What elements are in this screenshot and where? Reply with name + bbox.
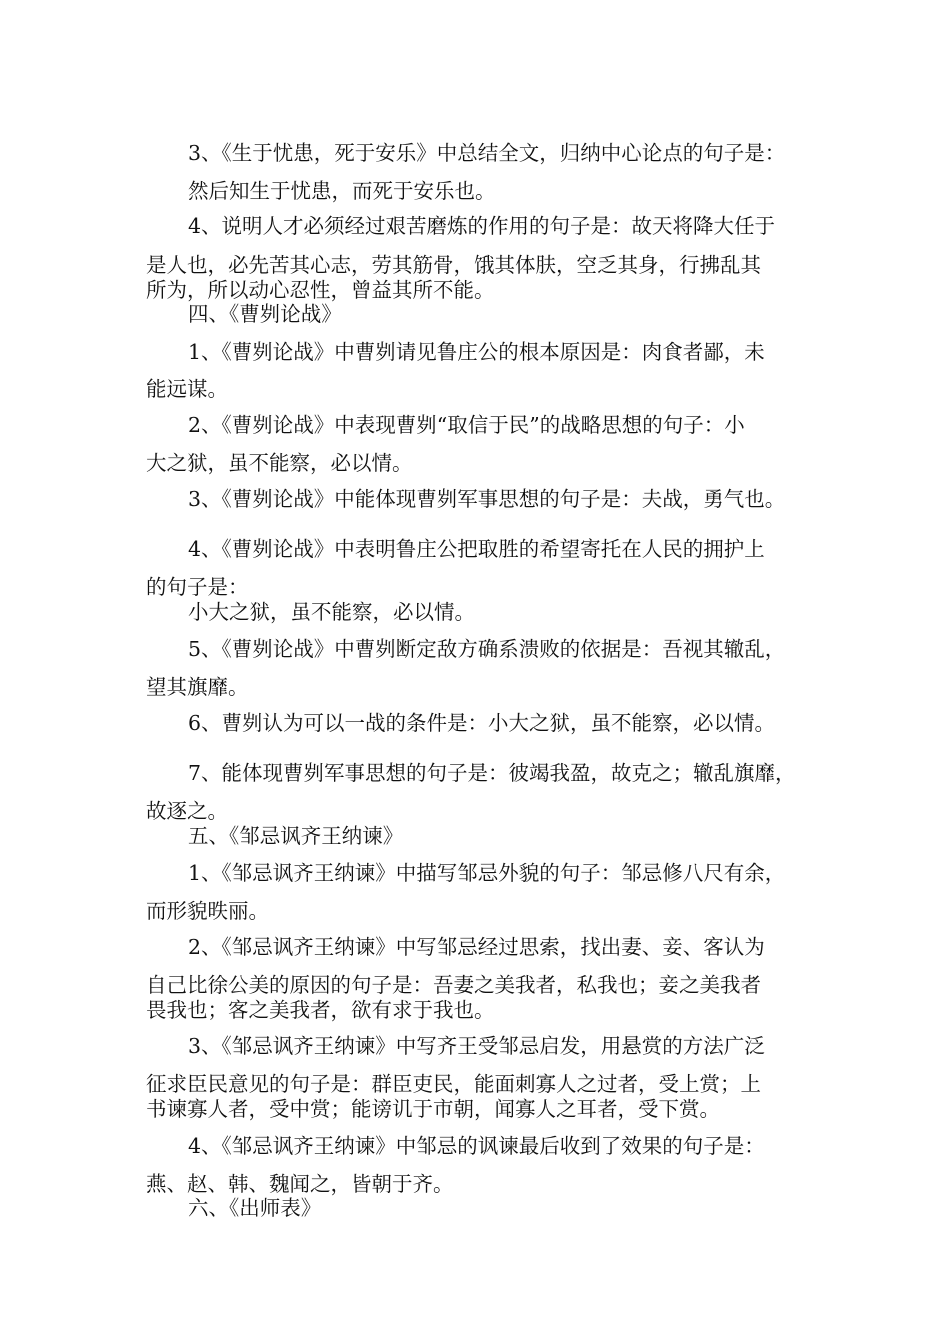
section-heading: 四、《曹刿论战》 — [188, 302, 342, 326]
paragraph-line: 1、《曹刿论战》中曹刿请见鲁庄公的根本原因是：肉食者鄙，未 — [188, 340, 765, 364]
section-heading: 六、《出师表》 — [188, 1196, 322, 1220]
paragraph-line: 然后知生于忧患，而死于安乐也。 — [188, 179, 496, 203]
paragraph-line: 能远谋。 — [146, 377, 228, 401]
paragraph-line: 所为，所以动心忍性，曾益其所不能。 — [146, 278, 495, 302]
paragraph-line: 4、《邹忌讽齐王纳谏》中邹忌的讽谏最后收到了效果的句子是： — [188, 1134, 765, 1158]
paragraph-line: 3、《生于忧患，死于安乐》中总结全文，归纳中心论点的句子是： — [188, 141, 786, 165]
paragraph-line: 3、《曹刿论战》中能体现曹刿军事思想的句子是：夫战，勇气也。 — [188, 487, 786, 511]
paragraph-line: 燕、赵、韩、魏闻之，皆朝于齐。 — [146, 1172, 454, 1196]
paragraph-line: 4、说明人才必须经过艰苦磨炼的作用的句子是：故天将降大任于 — [188, 214, 776, 238]
paragraph-line: 书谏寡人者，受中赏；能谤讥于市朝，闻寡人之耳者，受下赏。 — [146, 1097, 720, 1121]
paragraph-line: 的句子是： — [146, 575, 249, 599]
paragraph-line: 大之狱，虽不能察，必以情。 — [146, 451, 413, 475]
paragraph-line: 望其旗靡。 — [146, 675, 249, 699]
paragraph-line: 故逐之。 — [146, 799, 228, 823]
section-heading: 五、《邹忌讽齐王纳谏》 — [188, 824, 404, 848]
paragraph-line: 2、《曹刿论战》中表现曹刿“取信于民”的战略思想的句子：小 — [188, 413, 745, 437]
paragraph-line: 4、《曹刿论战》中表明鲁庄公把取胜的希望寄托在人民的拥护上 — [188, 537, 765, 561]
paragraph-line: 7、能体现曹刿军事思想的句子是：彼竭我盈，故克之；辙乱旗靡， — [188, 761, 796, 785]
paragraph-line: 自己比徐公美的原因的句子是：吾妻之美我者，私我也；妾之美我者 — [146, 973, 761, 997]
paragraph-line: 5、《曹刿论战》中曹刿断定敌方确系溃败的依据是：吾视其辙乱， — [188, 637, 786, 661]
paragraph-line: 小大之狱，虽不能察，必以情。 — [188, 600, 475, 624]
paragraph-line: 是人也，必先苦其心志，劳其筋骨，饿其体肤，空乏其身，行拂乱其 — [146, 253, 761, 277]
paragraph-line: 畏我也；客之美我者，欲有求于我也。 — [146, 998, 495, 1022]
paragraph-line: 3、《邹忌讽齐王纳谏》中写齐王受邹忌启发，用悬赏的方法广泛 — [188, 1034, 765, 1058]
paragraph-line: 征求臣民意见的句子是：群臣吏民，能面刺寡人之过者，受上赏；上 — [146, 1072, 761, 1096]
paragraph-line: 1、《邹忌讽齐王纳谏》中描写邹忌外貌的句子：邹忌修八尺有余， — [188, 861, 786, 885]
paragraph-line: 2、《邹忌讽齐王纳谏》中写邹忌经过思索，找出妻、妾、客认为 — [188, 935, 765, 959]
paragraph-line: 而形貌昳丽。 — [146, 899, 269, 923]
paragraph-line: 6、曹刿认为可以一战的条件是：小大之狱，虽不能察，必以情。 — [188, 711, 776, 735]
